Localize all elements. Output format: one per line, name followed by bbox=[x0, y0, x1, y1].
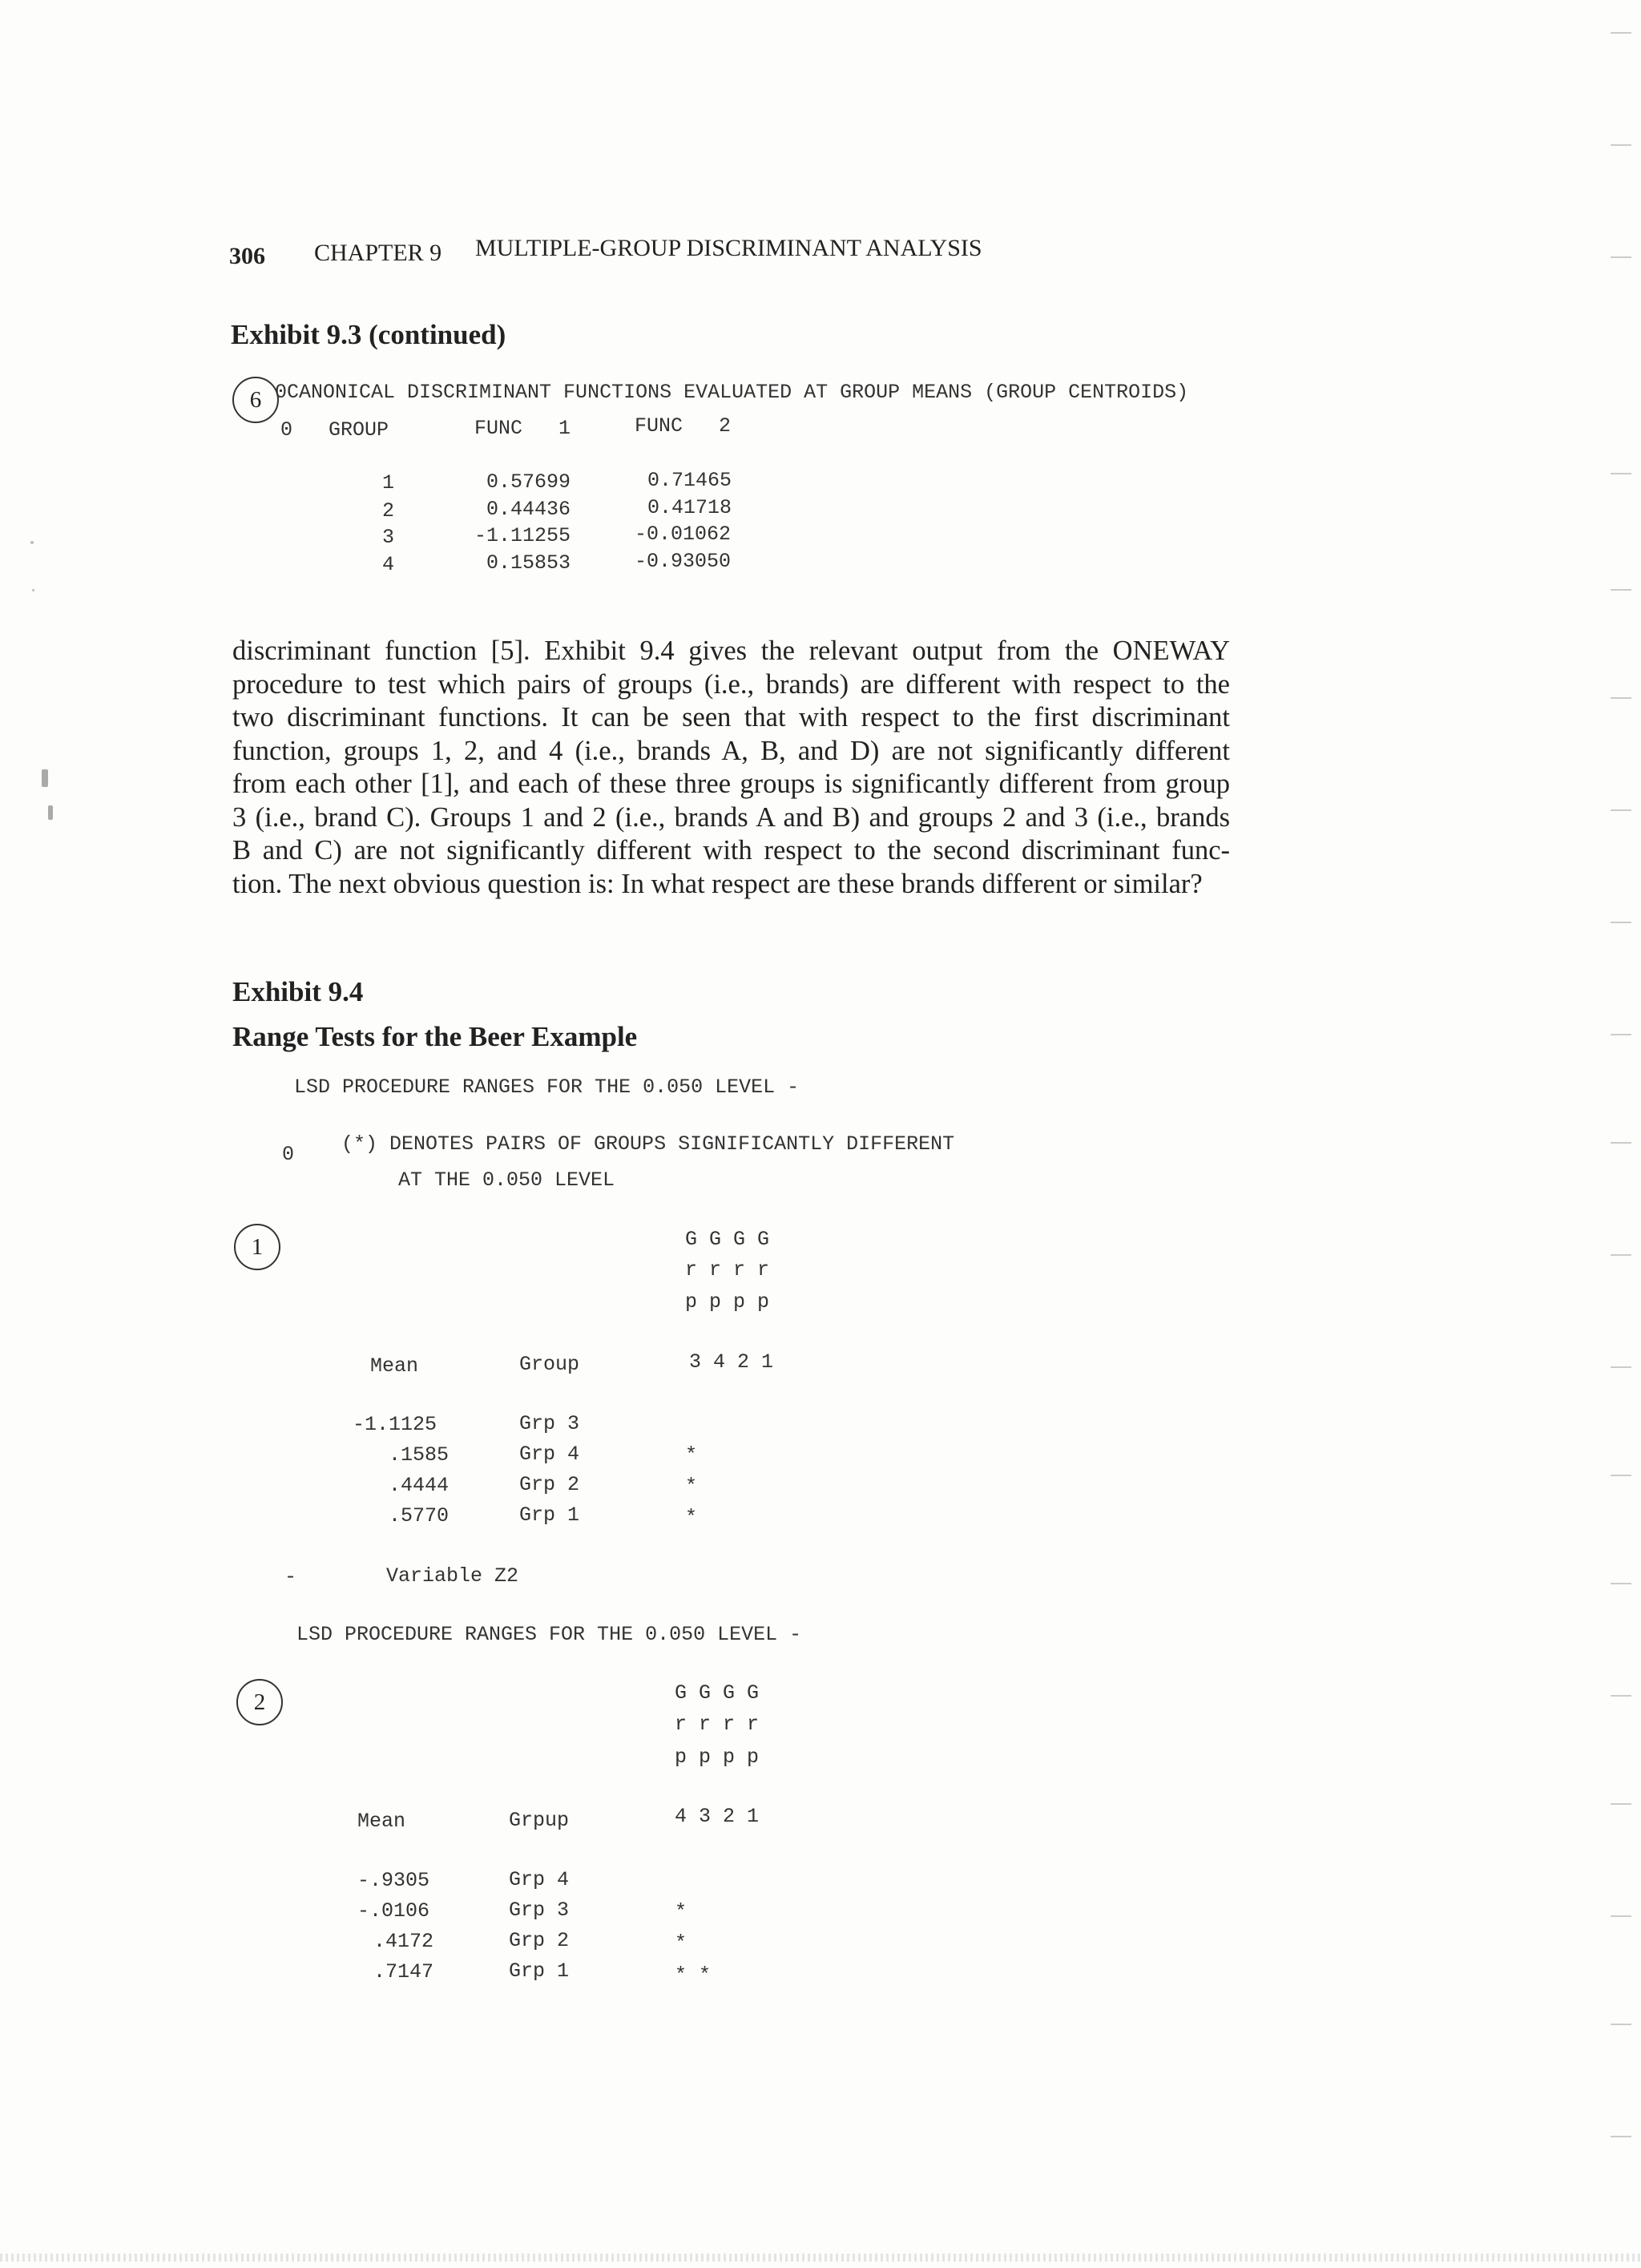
group-order: 3 4 2 1 bbox=[689, 1350, 774, 1374]
callout-marker-6: 6 bbox=[232, 377, 279, 423]
paragraph-line: B and C) are not significantly different with respect to the second discriminant func- bbox=[232, 835, 1230, 866]
centroid-func2: 0.41718 bbox=[647, 496, 732, 519]
callout-marker-2: 2 bbox=[236, 1679, 283, 1725]
denotes-zero: 0 bbox=[282, 1143, 295, 1166]
centroid-func2: -0.01062 bbox=[635, 523, 732, 546]
scan-speck bbox=[32, 589, 34, 591]
edge-mark bbox=[1611, 1803, 1631, 1805]
group-header-r: r r r r bbox=[685, 1258, 770, 1281]
edge-mark bbox=[1611, 1034, 1631, 1035]
group-mean: -.0106 bbox=[357, 1899, 430, 1923]
paragraph-line: function, groups 1, 2, and 4 (i.e., brands A, B, and D) are not significantly different bbox=[232, 735, 1230, 766]
group-header-r: r r r r bbox=[675, 1713, 760, 1736]
group-header-g: G G G G bbox=[675, 1681, 760, 1705]
group-mean: .1585 bbox=[389, 1443, 450, 1467]
group-order: 4 3 2 1 bbox=[675, 1805, 760, 1828]
edge-mark bbox=[1611, 32, 1631, 34]
edge-mark bbox=[1611, 2136, 1631, 2137]
edge-mark bbox=[1611, 697, 1631, 699]
callout-marker-1: 1 bbox=[234, 1224, 280, 1270]
group-name: Grp 3 bbox=[519, 1412, 580, 1435]
bottom-scan-edge bbox=[0, 2254, 1641, 2262]
scan-speck bbox=[30, 541, 34, 544]
chapter-title: MULTIPLE-GROUP DISCRIMINANT ANALYSIS bbox=[475, 235, 982, 261]
significance-stars: * bbox=[675, 1900, 687, 1923]
paragraph-line: 3 (i.e., brand C). Groups 1 and 2 (i.e., brands A and B) and groups 2 and 3 (i.e., brands bbox=[232, 801, 1230, 833]
body-paragraph bbox=[232, 635, 1230, 901]
centroids-col-func2: FUNC 2 bbox=[635, 414, 732, 438]
exhibit-9-3-title: Exhibit 9.3 (continued) bbox=[231, 319, 506, 350]
edge-mark bbox=[1611, 589, 1631, 591]
centroid-func1: 0.15853 bbox=[486, 551, 571, 575]
centroid-func1: 0.57699 bbox=[486, 470, 571, 494]
group-mean: -1.1125 bbox=[353, 1413, 437, 1436]
paragraph-line: discriminant function [5]. Exhibit 9.4 gives the relevant output from the ONEWAY bbox=[232, 636, 1230, 666]
edge-mark bbox=[1611, 1475, 1631, 1476]
centroid-group: 3 bbox=[382, 526, 395, 549]
edge-mark bbox=[1611, 809, 1631, 811]
centroid-func2: -0.93050 bbox=[635, 550, 732, 573]
paragraph-line: from each other [1], and each of these three groups is significantly different from group bbox=[232, 769, 1230, 799]
group-name: Grp 4 bbox=[519, 1443, 580, 1466]
group-name: Grp 4 bbox=[509, 1868, 570, 1891]
centroids-col-func1: FUNC 1 bbox=[474, 417, 571, 440]
exhibit-9-4-subtitle: Range Tests for the Beer Example bbox=[232, 1021, 638, 1052]
edge-mark bbox=[1611, 473, 1631, 474]
lsd-procedure-heading-1: LSD PROCEDURE RANGES FOR THE 0.050 LEVEL - bbox=[294, 1075, 800, 1099]
centroid-func2: 0.71465 bbox=[647, 469, 732, 492]
edge-mark bbox=[1611, 256, 1631, 258]
exhibit-9-4-title: Exhibit 9.4 bbox=[232, 976, 364, 1007]
group-name: Grp 1 bbox=[519, 1503, 580, 1527]
paragraph-line: two discriminant functions. It can be seen that with respect to the first discriminant bbox=[232, 702, 1230, 732]
centroid-group: 1 bbox=[382, 471, 395, 494]
group-column-label: Group bbox=[519, 1353, 580, 1376]
significance-stars: * bbox=[685, 1443, 698, 1467]
significance-stars: * bbox=[685, 1475, 698, 1498]
page-number: 306 bbox=[229, 243, 265, 269]
edge-mark bbox=[1611, 1254, 1631, 1256]
group-header-p: p p p p bbox=[685, 1290, 770, 1314]
centroids-col-group: GROUP bbox=[329, 418, 389, 442]
group-mean: .7147 bbox=[373, 1960, 434, 1983]
group-name: Grp 1 bbox=[509, 1959, 570, 1983]
centroid-func1: -1.11255 bbox=[474, 524, 571, 547]
lsd-procedure-heading-2: LSD PROCEDURE RANGES FOR THE 0.050 LEVEL - bbox=[296, 1623, 802, 1646]
group-name: Grp 3 bbox=[509, 1899, 570, 1922]
edge-mark bbox=[1611, 1142, 1631, 1144]
edge-mark bbox=[1611, 1695, 1631, 1697]
edge-mark bbox=[1611, 144, 1631, 146]
denotes-line-2: AT THE 0.050 LEVEL bbox=[398, 1168, 615, 1192]
edge-mark bbox=[1611, 1366, 1631, 1368]
group-column-label: Grpup bbox=[509, 1809, 570, 1832]
group-name: Grp 2 bbox=[509, 1929, 570, 1952]
centroids-col-zero: 0 bbox=[280, 418, 293, 442]
mean-column-label: Mean bbox=[357, 1810, 406, 1833]
group-mean: -.9305 bbox=[357, 1869, 430, 1892]
group-mean: .4444 bbox=[389, 1474, 450, 1497]
variable-label: Variable Z2 bbox=[386, 1564, 519, 1588]
chapter-label: CHAPTER 9 bbox=[314, 240, 442, 266]
centroid-group: 2 bbox=[382, 499, 395, 523]
significance-stars: * bbox=[685, 1506, 698, 1529]
edge-mark bbox=[1611, 922, 1631, 923]
paragraph-line: procedure to test which pairs of groups (i.e., brands) are different with respect to the bbox=[232, 668, 1230, 700]
edge-mark bbox=[1611, 1583, 1631, 1584]
separator-dash: - bbox=[284, 1565, 297, 1588]
edge-mark bbox=[1611, 2024, 1631, 2025]
paragraph-line: tion. The next obvious question is: In what respect are these brands different or similar? bbox=[232, 868, 1203, 899]
group-mean: .4172 bbox=[373, 1930, 434, 1953]
mean-column-label: Mean bbox=[370, 1354, 419, 1378]
centroids-output-title: 0CANONICAL DISCRIMINANT FUNCTIONS EVALUATED AT GROUP MEANS (GROUP CENTROIDS) bbox=[275, 381, 1189, 404]
group-name: Grp 2 bbox=[519, 1473, 580, 1496]
centroid-func1: 0.44436 bbox=[486, 498, 571, 521]
significance-stars: * * bbox=[675, 1963, 712, 1987]
centroid-group: 4 bbox=[382, 553, 395, 576]
denotes-line-1: (*) DENOTES PAIRS OF GROUPS SIGNIFICANTLY DIFFERENT bbox=[341, 1132, 955, 1156]
group-mean: .5770 bbox=[389, 1504, 450, 1527]
edge-mark bbox=[1611, 1915, 1631, 1917]
scan-speck bbox=[48, 805, 53, 820]
significance-stars: * bbox=[675, 1931, 687, 1955]
group-header-g: G G G G bbox=[685, 1228, 770, 1251]
scan-speck bbox=[42, 769, 48, 787]
group-header-p: p p p p bbox=[675, 1745, 760, 1769]
